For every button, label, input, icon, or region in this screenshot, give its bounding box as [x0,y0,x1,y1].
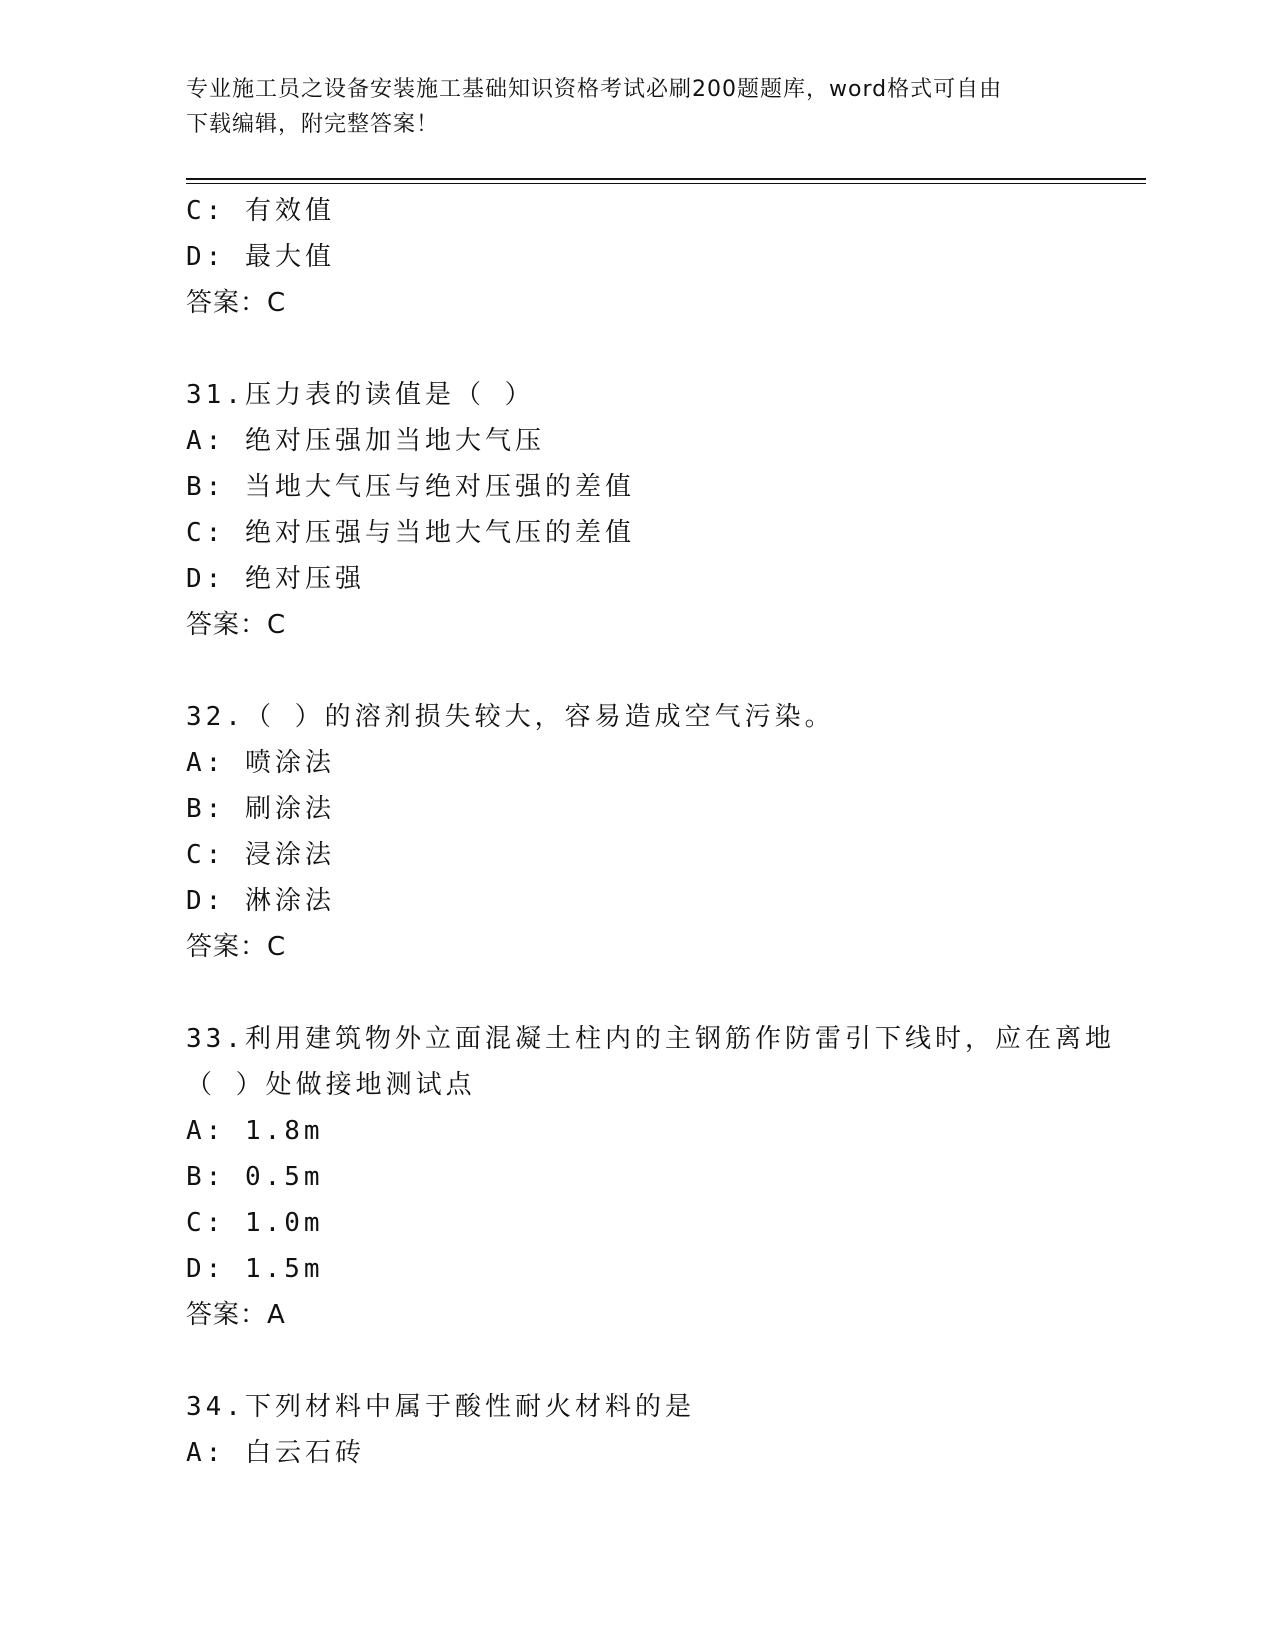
option-c: C: 1.0m [186,1208,324,1238]
option-a: A: 1.8m [186,1116,324,1146]
question-33 [186,1016,1186,1338]
option-c: C: 浸涂法 [186,840,335,870]
answer-line: 答案：C [186,288,287,318]
option-b: B: 当地大气压与绝对压强的差值 [186,472,635,502]
option-a: A: 白云石砖 [186,1438,365,1468]
spacer [186,970,1186,1016]
option-d: D: 1.5m [186,1254,324,1284]
question-text: 32.（ ）的溶剂损失较大，容易造成空气污染。 [186,702,835,732]
option-b: B: 刷涂法 [186,794,335,824]
previous-question-block [186,188,1186,326]
question-list [186,188,1186,1476]
option-d: D: 最大值 [186,242,335,272]
answer-line: 答案：C [186,610,287,640]
spacer [186,648,1186,694]
question-34 [186,1384,1186,1476]
answer-line: 答案：A [186,1300,286,1330]
answer-line: 答案：C [186,932,287,962]
option-b: B: 0.5m [186,1162,324,1192]
option-d: D: 淋涂法 [186,886,335,916]
option-c: C: 绝对压强与当地大气压的差值 [186,518,635,548]
option-a: A: 绝对压强加当地大气压 [186,426,545,456]
question-text-line-2: （ ）处做接地测试点 [186,1070,476,1100]
spacer [186,326,1186,372]
header-line-1: 专业施工员之设备安装施工基础知识资格考试必刷200题题库，word格式可自由 [186,77,1003,102]
question-31 [186,372,1186,648]
option-d: D: 绝对压强 [186,564,365,594]
question-text: 31.压力表的读值是（ ） [186,380,535,410]
document-header [186,72,1086,142]
header-divider-thick [186,178,1146,180]
option-c: C: 有效值 [186,196,335,226]
header-line-2: 下载编辑，附完整答案！ [186,112,440,137]
spacer [186,1338,1186,1384]
question-text-line-1: 33.利用建筑物外立面混凝土柱内的主钢筋作防雷引下线时，应在离地 [186,1024,1115,1054]
header-divider-thin [186,183,1146,184]
question-text: 34.下列材料中属于酸性耐火材料的是 [186,1392,695,1422]
question-32 [186,694,1186,970]
option-a: A: 喷涂法 [186,748,335,778]
